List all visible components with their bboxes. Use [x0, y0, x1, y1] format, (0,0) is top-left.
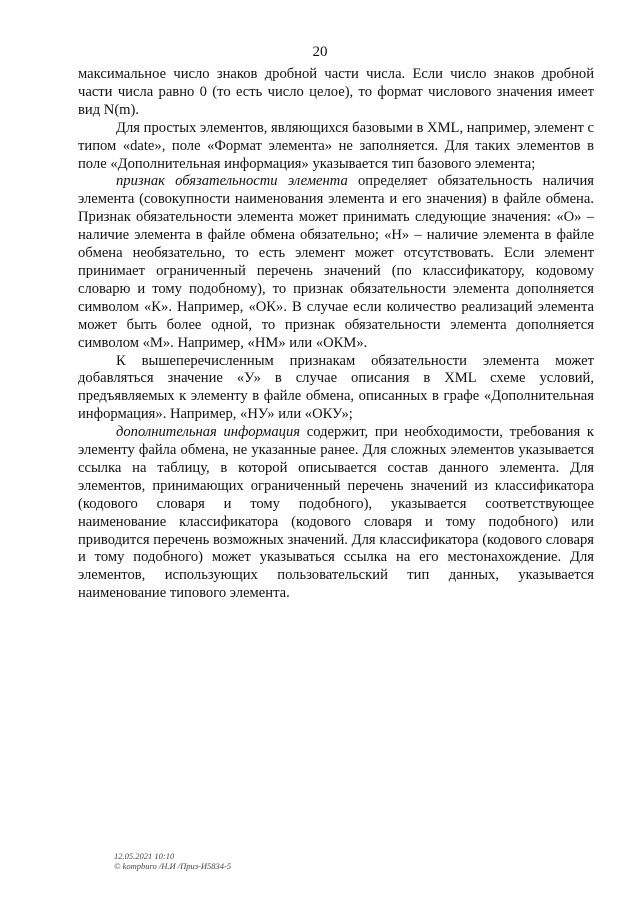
page-number: 20 [312, 44, 328, 60]
paragraph-1: максимальное число знаков дробной части числа. Если число знаков дробной части числа равно 0 (то есть число целое), то формат числового значения имеет вид N(m). [78, 66, 594, 118]
footer-timestamp: 12.05.2021 10:10 [114, 851, 175, 861]
term-additional-info: дополнительная информация [116, 424, 301, 441]
paragraph-2: Для простых элементов, являющихся базовыми в XML, например, элемент с типом «date», поле «Формат элемента» не заполняется. Для таких элементов в поле «Дополнительная информация» указывается тип базового элемента; [78, 119, 594, 172]
footer-path: © kompburo /Н.И /Приз-И5834-5 [114, 861, 232, 871]
paragraph-3 [78, 173, 594, 352]
document-body [78, 66, 594, 603]
footer-stamp [114, 851, 231, 871]
paragraph-5-text: содержит, при необходимости, требования к элементу файла обмена, не указанные ранее. Для сложных элементов указывается ссылка на таблицу, в которой описывается состав данного элемента. Для элементов, принимающих ограниченный перечень значений из классификатора (кодового словаря и тому подобного), указывается соответствующее наименование классификатора (кодового словаря и тому подобного) или приводится перечень возможных значений. Для классификатора (кодового словаря и тому подобного) может указываться ссылка на его местонахождение. Для элементов, использующих пользовательский тип данных, указывается наименование типового элемента. [78, 424, 594, 602]
paragraph-4: К вышеперечисленным признакам обязательности элемента может добавляться значение «У» в случае описания в XML схеме условий, предъявляемых к элементу в файле обмена, описанных в графе «Дополнительная информация». Например, «НУ» или «ОКУ»; [78, 352, 594, 423]
term-mandatory-flag: признак обязательности элемента [116, 173, 348, 190]
paragraph-3-text: определяет обязательность наличия элемента (совокупности наименования элемента и его значения) в файле обмена. Признак обязательности элемента может принимать следующие значения: «О» – наличие элемента в файле обмена обязательно; «Н» – наличие элемента в файле обмена необязательно, то есть элемент может отсутствовать. Если элемент принимает ограниченный перечень значений (по классификатору, кодовому словарю и тому подобному), то признак обязательности элемента дополняется символом «К». Например, «ОК». В случае если количество реализаций элемента может быть более одной, то признак обязательности элемента дополняется символом «М». Например, «НМ» или «ОКМ». [78, 173, 594, 351]
paragraph-5 [78, 424, 594, 603]
